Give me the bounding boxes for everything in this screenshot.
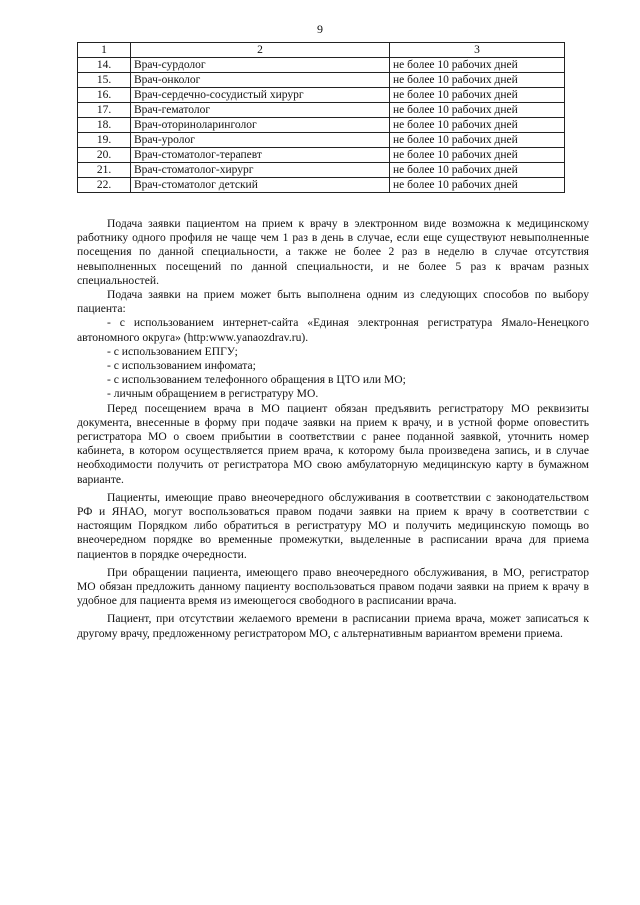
table-row (78, 148, 565, 163)
table-row (78, 73, 565, 88)
paragraph-registrar-offer: При обращении пациента, имеющего право внеочередного обслуживания, в МО, регистратор МО обязан предложить данному пациенту воспользоваться правом подачи заявки на прием к врачу в удобное для пациента время из имеющегося свободного в расписании врача. (77, 565, 589, 608)
doctor-name: Врач-уролог (131, 133, 390, 148)
doctor-name: Врач-стоматолог детский (131, 178, 390, 193)
doctor-name: Врач-оториноларинголог (131, 118, 390, 133)
doctor-name: Врач-онколог (131, 73, 390, 88)
table-row (78, 118, 565, 133)
table-row (78, 178, 565, 193)
header-cell: 1 (78, 43, 131, 58)
paragraph-visit-requirements: Перед посещением врача в МО пациент обязан предъявить регистратору МО реквизиты документа, внесенные в форму при подаче заявки на прием к врачу, и в устной форме оповестить регистратора МО о своем прибытии в соответствии с ранее поданной заявкой, уточнить номер кабинета, в котором осуществляется прием врача, к которому была произведена запись, и в случае необходимости получить от регистратора МО свою амбулаторную медицинскую карту в бумажном варианте. (77, 401, 589, 486)
doctor-name: Врач-сурдолог (131, 58, 390, 73)
row-number: 15. (78, 73, 131, 88)
table-row (78, 103, 565, 118)
list-item: - с использованием телефонного обращения в ЦТО или МО; (107, 373, 406, 387)
page-number: 9 (317, 22, 323, 36)
table-row (78, 88, 565, 103)
row-number: 16. (78, 88, 131, 103)
doctor-name: Врач-сердечно-сосудистый хирург (131, 88, 390, 103)
list-item: - с использованием инфомата; (107, 359, 256, 373)
table-row (78, 133, 565, 148)
row-number: 18. (78, 118, 131, 133)
paragraph-request-methods: Подача заявки на прием может быть выполнена одним из следующих способов по выбору пациента: (77, 288, 589, 316)
row-number: 22. (78, 178, 131, 193)
row-number: 17. (78, 103, 131, 118)
row-number: 20. (78, 148, 131, 163)
wait-term: не более 10 рабочих дней (390, 178, 565, 193)
doctor-name: Врач-стоматолог-хирург (131, 163, 390, 178)
list-item: - с использованием ЕПГУ; (107, 344, 238, 358)
table-row (78, 58, 565, 73)
wait-term: не более 10 рабочих дней (390, 73, 565, 88)
paragraph-priority-patients: Пациенты, имеющие право внеочередного обслуживания в соответствии с законодательством РФ и ЯНАО, могут воспользоваться правом подачи заявки на прием к врачу в соответствии с настоящим Порядком либо обратиться в регистратуру МО и получить медицинскую помощь во внеочередном порядке во временные промежутки, выделенные в расписании врача для приема пациентов в порядке очередности. (77, 490, 589, 561)
table-header-row (78, 43, 565, 58)
paragraph-alternative-doctor: Пациент, при отсутствии желаемого времени в расписании приема врача, может записаться к другому врачу, предложенному регистратором МО, с альтернативным вариантом времени приема. (77, 612, 589, 640)
header-cell: 3 (390, 43, 565, 58)
row-number: 14. (78, 58, 131, 73)
doctor-name: Врач-гематолог (131, 103, 390, 118)
wait-term: не более 10 рабочих дней (390, 148, 565, 163)
header-cell: 2 (131, 43, 390, 58)
paragraph-online-request-limits: Подача заявки пациентом на прием к врачу в электронном виде возможна к медицинскому работнику одного профиля не чаще чем 1 раз в день в случае, если еще существуют невыполненные посещения по данной специальности, а также не более 2 раз в неделю в случае отсутствия невыполненных посещений по данной специальности, и не более 5 раз к врачам разных специальностей. (77, 217, 589, 287)
row-number: 21. (78, 163, 131, 178)
wait-term: не более 10 рабочих дней (390, 163, 565, 178)
list-item: - личным обращением в регистратуру МО. (107, 387, 319, 401)
specialist-wait-table (77, 42, 565, 193)
wait-term: не более 10 рабочих дней (390, 88, 565, 103)
list-item: - с использованием интернет-сайта «Единая электронная регистратура Ямало-Ненецкого автономного округа» (http:www.yanaozdrav.ru). (77, 316, 589, 344)
row-number: 19. (78, 133, 131, 148)
wait-term: не более 10 рабочих дней (390, 118, 565, 133)
table-row (78, 163, 565, 178)
wait-term: не более 10 рабочих дней (390, 133, 565, 148)
doctor-name: Врач-стоматолог-терапевт (131, 148, 390, 163)
wait-term: не более 10 рабочих дней (390, 103, 565, 118)
wait-term: не более 10 рабочих дней (390, 58, 565, 73)
body-text (77, 217, 589, 641)
